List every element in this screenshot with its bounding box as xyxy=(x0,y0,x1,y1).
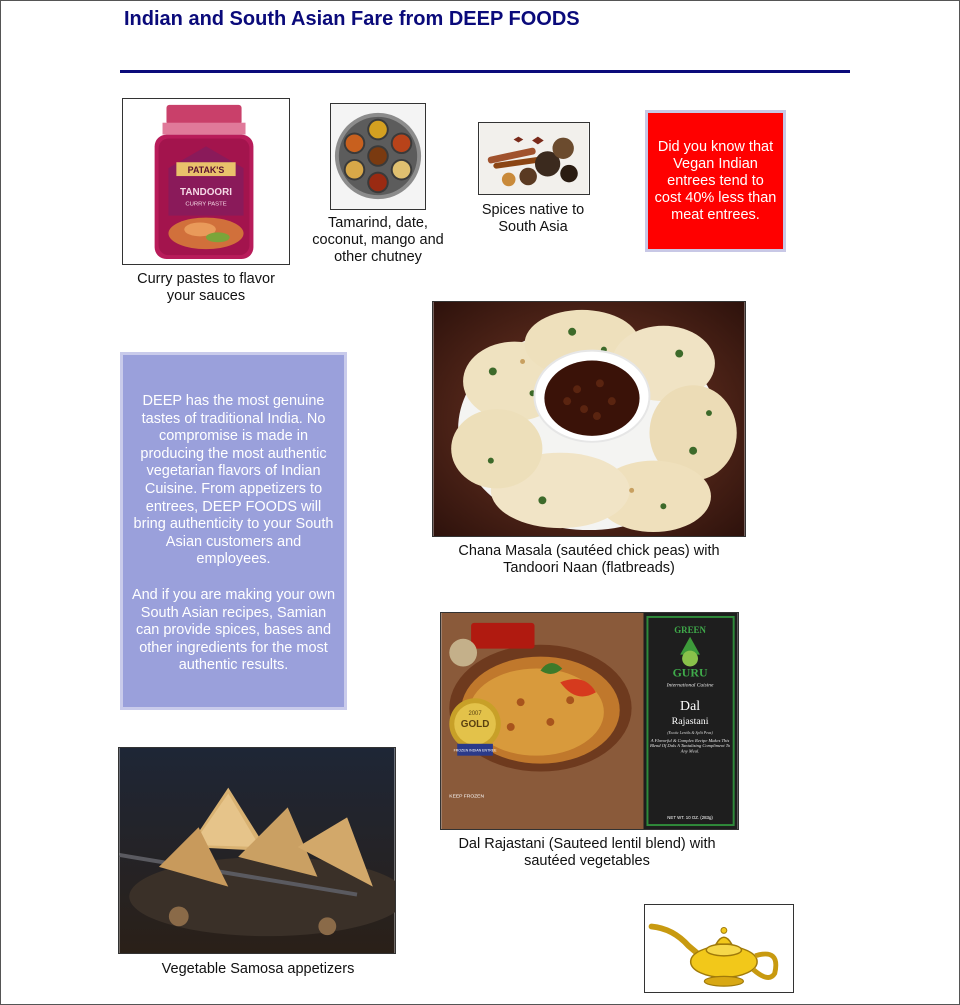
pack-brand-top: GREEN xyxy=(674,624,706,635)
award-year: 2007 xyxy=(468,711,482,718)
jar-brand-label: PATAK'S xyxy=(187,165,225,176)
curry-paste-caption: Curry pastes to flavor your sauces xyxy=(137,271,275,304)
jar-sub-label: CURRY PASTE xyxy=(185,201,227,208)
samosa-caption: Vegetable Samosa appetizers xyxy=(161,961,355,977)
spices-photo xyxy=(478,122,590,195)
description-paragraph-1: DEEP has the most genuine tastes of traditional India. No compromise is made in producing the most authentic vegetarian flavors of Indian Cuisine. From appetizers to entrees, DEEP FOODS will bring authenticity to your South Asian customers and employees. xyxy=(133,393,334,568)
pack-line: International Cuisine xyxy=(666,682,714,689)
curry-paste-photo xyxy=(122,98,290,265)
deep-foods-description xyxy=(120,352,347,710)
vegan-cost-callout: Did you know that Vegan Indian entrees tend to cost 40% less than meat entrees. xyxy=(645,110,786,252)
chana-masala-caption: Chana Masala (sautéed chick peas) with Tandoori Naan (flatbreads) xyxy=(458,543,720,576)
pack-name-1: Dal xyxy=(680,699,701,715)
jar-name-label: TANDOORI xyxy=(180,186,232,198)
samosa-photo xyxy=(118,747,396,954)
pack-small-print: KEEP FROZEN xyxy=(449,794,485,800)
dal-rajastani-caption: Dal Rajastani (Sauteed lentil blend) with sautéed vegetables xyxy=(458,836,716,869)
award-ribbon: FROZEN INDIAN ENTREE xyxy=(453,748,497,753)
pack-net-weight: NET WT. 10 OZ. (283g) xyxy=(667,815,713,821)
magic-lamp-icon xyxy=(644,904,794,993)
spices-caption: Spices native to South Asia xyxy=(481,202,585,235)
chutney-photo xyxy=(330,103,426,210)
chana-masala-photo xyxy=(432,301,746,537)
dal-rajastani-photo xyxy=(440,612,739,830)
page-title: Indian and South Asian Fare from DEEP FOODS xyxy=(124,8,580,30)
award-gold: GOLD xyxy=(460,718,490,730)
chutney-caption: Tamarind, date, coconut, mango and other chutney xyxy=(312,215,444,265)
pack-brand-bottom: GURU xyxy=(672,665,708,680)
pack-name-2: Rajastani xyxy=(671,715,709,727)
pack-sub: (Exotic Lentils & Split Peas) xyxy=(667,729,713,735)
description-paragraph-2: And if you are making your own South Asian recipes, Samian can provide spices, bases and other ingredients for the most authentic results. xyxy=(131,586,336,674)
pack-description: A Flavorful & Complex Recipe Makes This Blend Of Dals A Tantalizing Compliment To Any Meal. xyxy=(649,737,731,754)
title-rule xyxy=(120,70,850,73)
